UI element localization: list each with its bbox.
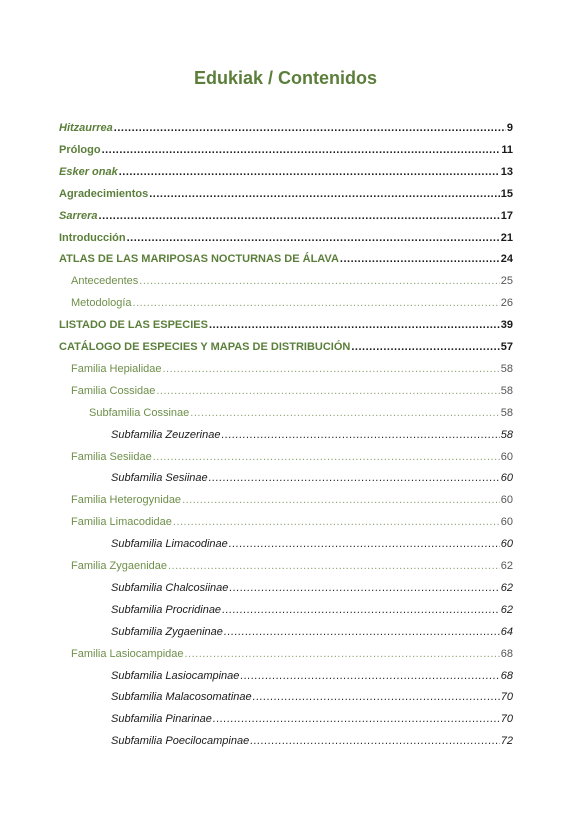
toc-entry-label: Familia Zygaenidae	[71, 560, 167, 572]
toc-leader-dots	[209, 469, 500, 487]
toc-entry[interactable]	[59, 119, 513, 137]
toc-entry-label: Sarrera	[59, 210, 98, 222]
toc-entry[interactable]	[111, 579, 513, 597]
toc-entry-page: 60	[500, 494, 513, 506]
toc-leader-dots	[153, 448, 500, 466]
toc-entry-label: Familia Sesiidae	[71, 451, 152, 463]
toc-entry-label: Agradecimientos	[59, 188, 149, 200]
toc-leader-dots	[149, 185, 500, 203]
toc-entry[interactable]	[59, 207, 513, 225]
toc-entry-page: 58	[500, 407, 513, 419]
toc-entry-label: Subfamilia Lasiocampinae	[111, 670, 240, 682]
toc-entry-page: 26	[500, 297, 513, 309]
toc-entry[interactable]	[71, 557, 513, 575]
toc-leader-dots	[173, 513, 500, 531]
toc-entry-page: 68	[500, 648, 513, 660]
toc-entry-label: CATÁLOGO DE ESPECIES Y MAPAS DE DISTRIBUCIÓN	[59, 341, 351, 353]
toc-entry-page: 24	[500, 253, 513, 265]
toc-leader-dots	[222, 601, 500, 619]
toc-leader-dots	[229, 579, 499, 597]
toc-entry-label: Introducción	[59, 232, 126, 244]
toc-entry[interactable]	[59, 316, 513, 334]
toc-entry-page: 57	[500, 341, 513, 353]
toc-entry-label: Subfamilia Limacodinae	[111, 538, 228, 550]
toc-entry-label: Esker onak	[59, 166, 118, 178]
toc-entry-page: 64	[500, 626, 513, 638]
toc-entry-page: 9	[506, 122, 513, 134]
toc-entry-page: 25	[500, 275, 513, 287]
toc-entry[interactable]	[111, 710, 513, 728]
toc-entry[interactable]	[89, 404, 513, 422]
toc-entry[interactable]	[71, 645, 513, 663]
toc-entry-label: Familia Heterogynidae	[71, 494, 182, 506]
toc-entry-page: 60	[500, 516, 513, 528]
toc-entry-page: 58	[500, 429, 513, 441]
toc-entry-page: 72	[500, 735, 513, 747]
toc-entry[interactable]	[59, 338, 513, 356]
toc-leader-dots	[163, 360, 500, 378]
toc-entry[interactable]	[111, 688, 513, 706]
toc-entry-label: Familia Hepialidae	[71, 363, 162, 375]
toc-entry-label: Subfamilia Chalcosiinae	[111, 582, 229, 594]
toc-leader-dots	[99, 207, 500, 225]
toc-entry-page: 62	[500, 604, 513, 616]
toc-entry[interactable]	[59, 141, 513, 159]
toc-entry-label: Subfamilia Pinarinae	[111, 713, 212, 725]
toc-entry-page: 58	[500, 363, 513, 375]
toc-leader-dots	[127, 229, 500, 247]
toc-entry[interactable]	[111, 426, 513, 444]
toc-entry[interactable]	[59, 163, 513, 181]
toc-entry[interactable]	[71, 360, 513, 378]
toc-entry-page: 60	[500, 451, 513, 463]
toc-entry[interactable]	[59, 250, 513, 268]
toc-leader-dots	[224, 623, 500, 641]
toc-entry-page: 70	[500, 713, 513, 725]
toc-entry[interactable]	[111, 623, 513, 641]
toc-entry[interactable]	[71, 513, 513, 531]
toc-leader-dots	[229, 535, 500, 553]
toc-entry-label: Familia Lasiocampidae	[71, 648, 184, 660]
toc-entry-label: Subfamilia Zygaeninae	[111, 626, 223, 638]
toc-leader-dots	[240, 667, 499, 685]
toc-leader-dots	[213, 710, 500, 728]
toc-entry-label: Subfamilia Sesiinae	[111, 472, 208, 484]
toc-entry-label: Prólogo	[59, 144, 101, 156]
toc-entry[interactable]	[111, 601, 513, 619]
toc-entry-label: Subfamilia Procridinae	[111, 604, 222, 616]
toc-entry-page: 68	[500, 670, 513, 682]
toc-entry-label: Subfamilia Malacosomatinae	[111, 691, 252, 703]
toc-entry-label: Familia Limacodidae	[71, 516, 172, 528]
toc-entry[interactable]	[111, 535, 513, 553]
toc-entry[interactable]	[111, 667, 513, 685]
toc-entry-label: Subfamilia Cossinae	[89, 407, 190, 419]
toc-leader-dots	[119, 163, 500, 181]
toc-entry[interactable]	[59, 229, 513, 247]
toc-entry[interactable]	[71, 294, 513, 312]
toc-entry-label: Antecedentes	[71, 275, 139, 287]
toc-entry-page: 39	[500, 319, 513, 331]
toc-entry[interactable]	[71, 272, 513, 290]
toc-entry[interactable]	[111, 469, 513, 487]
toc-leader-dots	[190, 404, 499, 422]
toc-leader-dots	[221, 426, 499, 444]
toc-leader-dots	[253, 688, 500, 706]
toc-entry-page: 60	[500, 472, 513, 484]
toc-entry-page: 58	[500, 385, 513, 397]
toc-entry-page: 21	[500, 232, 513, 244]
toc-entry-page: 62	[500, 582, 513, 594]
toc-entry[interactable]	[71, 448, 513, 466]
toc-entry-label: Metodología	[71, 297, 132, 309]
toc-leader-dots	[250, 732, 500, 750]
toc-entry[interactable]	[111, 732, 513, 750]
toc-leader-dots	[351, 338, 499, 356]
toc-entry-page: 15	[500, 188, 513, 200]
toc-entry-page: 11	[501, 144, 513, 156]
toc-entry[interactable]	[59, 185, 513, 203]
toc-leader-dots	[168, 557, 500, 575]
toc-entry-label: ATLAS DE LAS MARIPOSAS NOCTURNAS DE ÁLAVA	[59, 253, 339, 265]
toc-leader-dots	[102, 141, 501, 159]
toc-entry-label: LISTADO DE LAS ESPECIES	[59, 319, 208, 331]
toc-leader-dots	[340, 250, 500, 268]
toc-entry-page: 60	[500, 538, 513, 550]
toc-entry-page: 70	[500, 691, 513, 703]
toc-entry-label: Hitzaurrea	[59, 122, 113, 134]
toc-entry-label: Familia Cossidae	[71, 385, 156, 397]
toc-entry-page: 62	[500, 560, 513, 572]
toc-entry[interactable]	[71, 491, 513, 509]
toc-leader-dots	[114, 119, 506, 137]
toc-entry[interactable]	[71, 382, 513, 400]
toc-leader-dots	[209, 316, 500, 334]
toc-leader-dots	[133, 294, 500, 312]
toc-leader-dots	[139, 272, 499, 290]
toc-entry-page: 17	[500, 210, 513, 222]
toc-entry-page: 13	[500, 166, 513, 178]
toc-leader-dots	[182, 491, 500, 509]
toc-entry-label: Subfamilia Zeuzerinae	[111, 429, 221, 441]
toc-entry-label: Subfamilia Poecilocampinae	[111, 735, 250, 747]
page-title: Edukiak / Contenidos	[193, 68, 378, 88]
toc-leader-dots	[156, 382, 499, 400]
toc-leader-dots	[185, 645, 500, 663]
